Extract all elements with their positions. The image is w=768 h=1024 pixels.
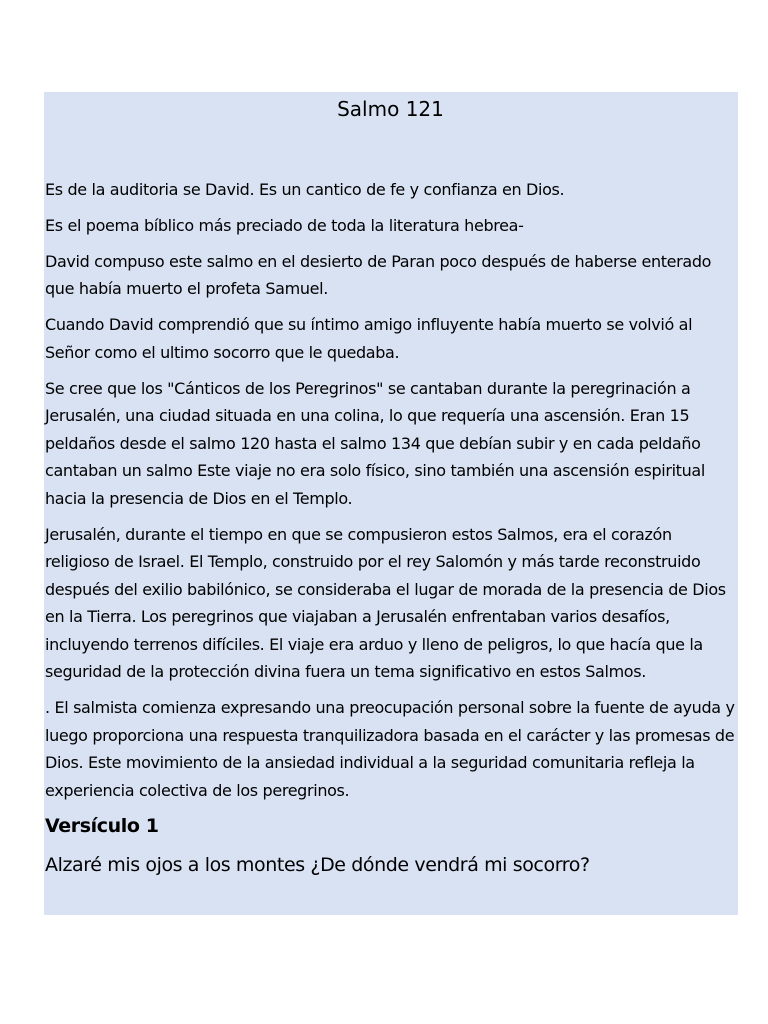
page-title: Salmo 121 <box>337 97 444 121</box>
paragraph-2: Es el poema bíblico más preciado de toda la literatura hebrea- <box>45 215 524 235</box>
paragraph-7: . El salmista comienza expresando una preocupación personal sobre la fuente de ayuda y luego proporciona una respuesta tranquilizadora basada en el carácter y las promesas de Dios. Este movimiento de la ansiedad individual a la seguridad comunitaria refleja la experiencia colectiva de los peregrinos. <box>45 698 735 800</box>
verse-heading: Versículo 1 <box>45 815 159 837</box>
highlighted-text-block <box>44 92 738 915</box>
paragraph-1: Es de la auditoria se David. Es un cantico de fe y confianza en Dios. <box>45 180 565 199</box>
paragraph-6: Jerusalén, durante el tiempo en que se compusieron estos Salmos, era el corazón religioso de Israel. El Templo, construido por el rey Salomón y más tarde reconstruido después del exilio babilónico, se consideraba el lugar de morada de la presencia de Dios en la Tierra. Los peregrinos que viajaban a Jerusalén enfrentaban varios desafíos, incluyendo terrenos difíciles. El viaje era arduo y lleno de peligros, lo que hacía que la seguridad de la protección divina fuera un tema significativo en estos Salmos. <box>45 524 726 681</box>
paragraph-3: David compuso este salmo en el desierto de Paran poco después de haberse enterado que había muerto el profeta Samuel. <box>45 251 712 298</box>
verse-text: Alzaré mis ojos a los montes ¿De dónde vendrá mi socorro? <box>45 854 590 876</box>
paragraph-4: Cuando David comprendió que su íntimo amigo influyente había muerto se volvió al Señor como el ultimo socorro que le quedaba. <box>45 315 693 362</box>
paragraph-5: Se cree que los "Cánticos de los Peregrinos" se cantaban durante la peregrinación a Jerusalén, una ciudad situada en una colina, lo que requería una ascensión. Eran 15 peldaños desde el salmo 120 hasta el salmo 134 que debían subir y en cada peldaño cantaban un salmo Este viaje no era solo físico, sino también una ascensión espiritual hacia la presencia de Dios en el Templo. <box>45 378 705 508</box>
